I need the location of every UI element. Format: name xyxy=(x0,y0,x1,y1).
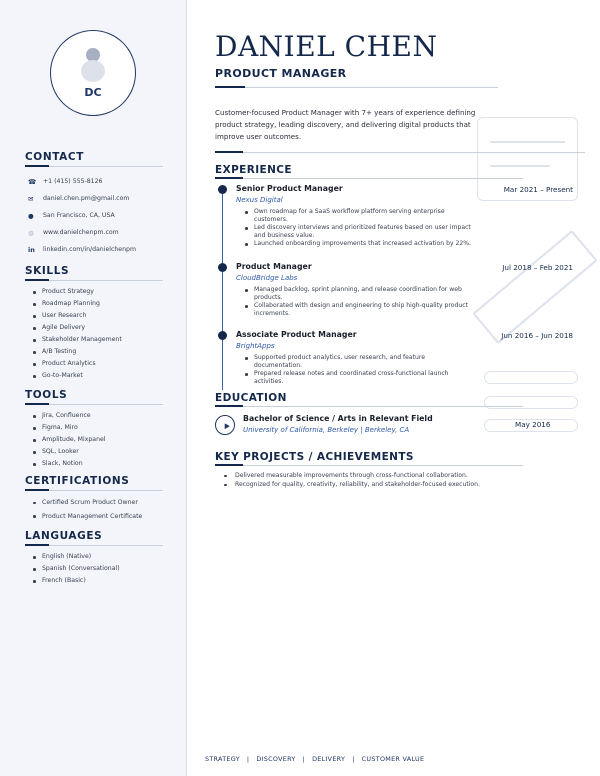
education-school: University of California, Berkeley | Berkeley, CA xyxy=(243,426,410,434)
tools-divider xyxy=(25,404,163,405)
list-item: Stakeholder Management xyxy=(25,334,163,346)
list-item: Prepared release notes and coordinated cross-functional launch activities. xyxy=(244,370,472,386)
list-item: Recognized for quality, creativity, reliability, and stakeholder-focused execution. xyxy=(223,480,523,489)
list-item: Supported product analytics, user research, and feature documentation. xyxy=(244,354,472,370)
contact-list xyxy=(25,173,163,258)
location-icon: ● xyxy=(28,211,34,220)
footer-tagline: STRATEGY | DISCOVERY | DELIVERY | CUSTOMER VALUE xyxy=(205,755,425,763)
list-item: Jira, Confluence xyxy=(25,410,163,422)
phone-icon: ☎ xyxy=(28,177,37,186)
job-company: CloudBridge Labs xyxy=(236,274,298,282)
contact-email[interactable]: ✉ daniel.chen.pm@gmail.com xyxy=(25,190,163,207)
list-item: User Research xyxy=(25,310,163,322)
decorative-pill-outline xyxy=(484,371,578,384)
contact-divider xyxy=(25,166,163,167)
education-divider xyxy=(215,406,523,407)
list-item: Certified Scrum Product Owner xyxy=(25,496,163,510)
list-item: Agile Delivery xyxy=(25,322,163,334)
list-item: Managed backlog, sprint planning, and release coordination for web products. xyxy=(244,286,472,302)
list-item: SQL, Looker xyxy=(25,446,163,458)
languages-list xyxy=(25,551,163,587)
list-item: Delivered measurable improvements through cross-functional collaboration. xyxy=(223,471,523,480)
job-title: Senior Product Manager xyxy=(236,184,343,193)
tools-section xyxy=(25,389,163,470)
experience-divider xyxy=(215,178,523,179)
education-title: EDUCATION xyxy=(215,392,287,404)
header-divider xyxy=(215,87,498,88)
job-bullets xyxy=(244,286,472,318)
job-date: Jul 2018 – Feb 2021 xyxy=(502,263,573,272)
timeline-dot-icon xyxy=(218,331,227,340)
list-item: Own roadmap for a SaaS workflow platform serving enterprise customers. xyxy=(244,208,472,224)
experience-title: EXPERIENCE xyxy=(215,164,292,176)
skills-divider xyxy=(25,280,163,281)
list-item: Product Analytics xyxy=(25,358,163,370)
decorative-line xyxy=(490,141,565,143)
job-bullets xyxy=(244,354,472,386)
list-item: Product Strategy xyxy=(25,286,163,298)
contact-linkedin[interactable]: in linkedin.com/in/danielchenpm xyxy=(25,241,163,258)
list-item: Slack, Notion xyxy=(25,458,163,470)
contact-title: CONTACT xyxy=(25,151,84,163)
list-item: Amplitude, Mixpanel xyxy=(25,434,163,446)
list-item: Collaborated with design and engineering to ship high-quality product increments. xyxy=(244,302,472,318)
languages-section xyxy=(25,530,163,587)
job-title: Product Manager xyxy=(236,262,312,271)
certifications-list xyxy=(25,496,163,523)
certifications-divider xyxy=(25,490,163,491)
projects-title: KEY PROJECTS / ACHIEVEMENTS xyxy=(215,451,414,463)
contact-phone: ☎ +1 (415) 555-8126 xyxy=(25,173,163,190)
contact-website[interactable]: ◍ www.danielchenpm.com xyxy=(25,224,163,241)
tools-title: TOOLS xyxy=(25,389,68,401)
avatar-initials: DC xyxy=(84,86,102,99)
skills-title: SKILLS xyxy=(25,265,70,277)
avatar xyxy=(50,30,136,116)
candidate-name: DANIEL CHEN xyxy=(215,30,438,63)
projects-list xyxy=(223,471,523,489)
list-item: French (Basic) xyxy=(25,575,163,587)
experience-timeline xyxy=(222,190,223,390)
list-item: Led discovery interviews and prioritized features based on user impact and business value. xyxy=(244,224,472,240)
certifications-title: CERTIFICATIONS xyxy=(25,475,130,487)
list-item: English (Native) xyxy=(25,551,163,563)
projects-divider xyxy=(215,465,523,466)
job-date: Mar 2021 – Present xyxy=(503,185,573,194)
list-item: A/B Testing xyxy=(25,346,163,358)
list-item: Figma, Miro xyxy=(25,422,163,434)
languages-divider xyxy=(25,545,163,546)
certifications-section xyxy=(25,475,163,523)
decorative-pill-outline xyxy=(484,396,578,409)
contact-location: ● San Francisco, CA, USA xyxy=(25,207,163,224)
job-company: Nexus Digital xyxy=(236,196,283,204)
linkedin-icon: in xyxy=(28,245,35,254)
list-item: Spanish (Conversational) xyxy=(25,563,163,575)
job-date: Jun 2016 – Jun 2018 xyxy=(501,331,573,340)
sidebar xyxy=(0,0,187,776)
job-company: BrightApps xyxy=(236,342,275,350)
job-title: Associate Product Manager xyxy=(236,330,357,339)
web-icon: ◍ xyxy=(28,228,34,237)
languages-title: LANGUAGES xyxy=(25,530,103,542)
avatar-body-icon xyxy=(81,60,105,82)
contact-section xyxy=(25,151,163,258)
list-item: Launched onboarding improvements that increased activation by 22%. xyxy=(244,240,472,248)
skills-section xyxy=(25,265,163,382)
list-item: Go-to-Market xyxy=(25,370,163,382)
job-bullets xyxy=(244,208,472,248)
list-item: Product Management Certificate xyxy=(25,510,163,524)
candidate-title: PRODUCT MANAGER xyxy=(215,67,347,80)
email-icon: ✉ xyxy=(28,194,34,203)
profile-summary: Customer-focused Product Manager with 7+ years of experience defining product strategy, leading discovery, and delivering digital products that improve user outcomes. xyxy=(215,108,476,141)
skills-list xyxy=(25,286,163,382)
education-degree: Bachelor of Science / Arts in Relevant Field xyxy=(243,414,433,423)
education-date: May 2016 xyxy=(515,420,551,429)
timeline-dot-icon xyxy=(218,185,227,194)
decorative-line xyxy=(490,165,550,167)
graduation-icon xyxy=(215,415,235,435)
timeline-dot-icon xyxy=(218,263,227,272)
decorative-pencil-outline xyxy=(472,230,597,344)
summary-divider xyxy=(215,152,585,153)
tools-list xyxy=(25,410,163,470)
list-item: Roadmap Planning xyxy=(25,298,163,310)
